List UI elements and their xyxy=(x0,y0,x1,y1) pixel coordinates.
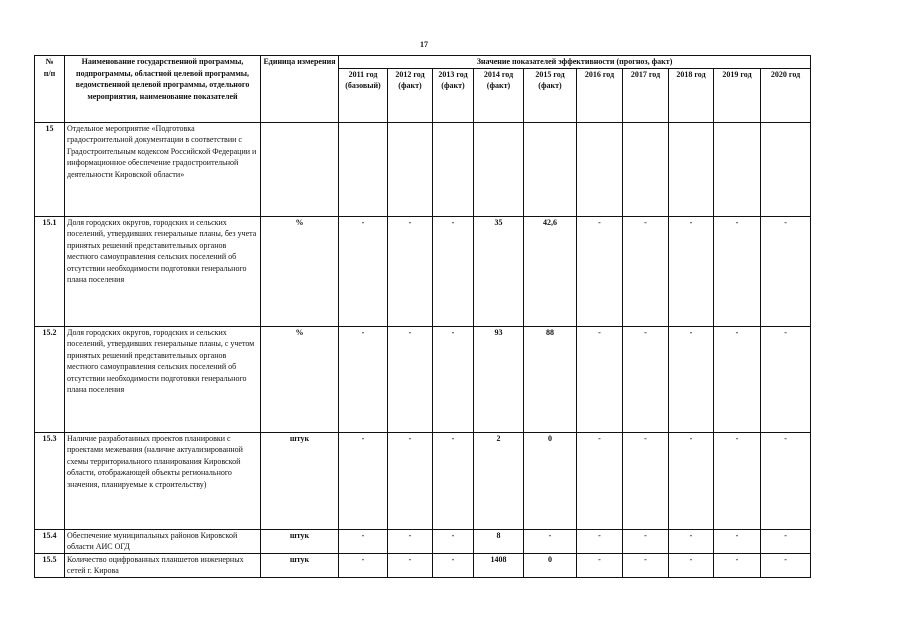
value-cell: - xyxy=(669,326,714,432)
value-cell: - xyxy=(433,529,474,553)
value-cell: - xyxy=(761,216,811,326)
value-cell: - xyxy=(669,216,714,326)
indicator-name: Отдельное мероприятие «Подготовка градостроительной документации в соответствии с Градостроительным кодексом Российской Федерации и информационное обеспечение градостроительной деятельности Кировской области» xyxy=(65,122,261,216)
value-cell: - xyxy=(339,432,388,529)
value-cell xyxy=(669,122,714,216)
value-cell: - xyxy=(524,529,577,553)
row-number: 15.4 xyxy=(35,529,65,553)
value-cell xyxy=(433,122,474,216)
value-cell: - xyxy=(714,529,761,553)
value-cell: - xyxy=(577,326,623,432)
table-row xyxy=(35,529,811,553)
value-cell: - xyxy=(433,553,474,577)
value-cell: - xyxy=(388,529,433,553)
value-cell: - xyxy=(669,553,714,577)
value-cell: - xyxy=(577,529,623,553)
value-cell: - xyxy=(577,553,623,577)
performance-indicators-table xyxy=(34,55,811,578)
table-row xyxy=(35,432,811,529)
header-year: 2014 год (факт) xyxy=(474,68,524,122)
unit-cell: штук xyxy=(261,529,339,553)
indicator-name: Обеспечение муниципальных районов Кировской области АИС ОГД xyxy=(65,529,261,553)
value-cell xyxy=(623,122,669,216)
value-cell xyxy=(339,122,388,216)
value-cell xyxy=(524,122,577,216)
unit-cell: штук xyxy=(261,432,339,529)
unit-cell: % xyxy=(261,326,339,432)
value-cell xyxy=(761,122,811,216)
value-cell: - xyxy=(714,432,761,529)
row-number: 15.3 xyxy=(35,432,65,529)
row-number: 15.5 xyxy=(35,553,65,577)
row-number: 15 xyxy=(35,122,65,216)
value-cell: - xyxy=(623,216,669,326)
row-number: 15.1 xyxy=(35,216,65,326)
unit-cell xyxy=(261,122,339,216)
value-cell: - xyxy=(761,326,811,432)
value-cell xyxy=(714,122,761,216)
value-cell: 0 xyxy=(524,432,577,529)
value-cell: - xyxy=(714,553,761,577)
value-cell: - xyxy=(669,432,714,529)
value-cell: - xyxy=(388,326,433,432)
unit-cell: штук xyxy=(261,553,339,577)
value-cell: - xyxy=(714,216,761,326)
value-cell: - xyxy=(433,216,474,326)
value-cell: - xyxy=(433,432,474,529)
row-number: 15.2 xyxy=(35,326,65,432)
indicator-name: Количество оцифрованных планшетов инженерных сетей г. Кирова xyxy=(65,553,261,577)
value-cell: - xyxy=(623,529,669,553)
header-num: № п/п xyxy=(35,56,65,123)
table-row xyxy=(35,553,811,577)
header-year: 2019 год xyxy=(714,68,761,122)
value-cell: 1408 xyxy=(474,553,524,577)
value-cell: - xyxy=(388,553,433,577)
value-cell: - xyxy=(339,216,388,326)
value-cell: - xyxy=(339,553,388,577)
table-row xyxy=(35,122,811,216)
header-year: 2012 год (факт) xyxy=(388,68,433,122)
header-year: 2011 год (базовый) xyxy=(339,68,388,122)
value-cell xyxy=(474,122,524,216)
table-row xyxy=(35,216,811,326)
value-cell: - xyxy=(761,432,811,529)
value-cell: 88 xyxy=(524,326,577,432)
value-cell: - xyxy=(761,553,811,577)
indicator-name: Доля городских округов, городских и сельских поселений, утвердивших генеральные планы, с учетом принятых решений представительных органов местного самоуправления сельских поселений об отсутствии необходимости подготовки генерального плана поселения xyxy=(65,326,261,432)
value-cell: - xyxy=(623,432,669,529)
page-number: 17 xyxy=(420,40,428,49)
header-name: Наименование государственной программы, подпрограммы, областной целевой программы, ведомственной целевой программы, отдельного мероприятия, наименование показателей xyxy=(65,56,261,123)
value-cell: - xyxy=(388,432,433,529)
value-cell xyxy=(388,122,433,216)
value-cell xyxy=(577,122,623,216)
header-year: 2015 год (факт) xyxy=(524,68,577,122)
value-cell: 2 xyxy=(474,432,524,529)
header-year: 2020 год xyxy=(761,68,811,122)
value-cell: 42,6 xyxy=(524,216,577,326)
value-cell: 8 xyxy=(474,529,524,553)
value-cell: - xyxy=(339,326,388,432)
header-year: 2013 год (факт) xyxy=(433,68,474,122)
unit-cell: % xyxy=(261,216,339,326)
value-cell: - xyxy=(714,326,761,432)
value-cell: - xyxy=(388,216,433,326)
value-cell: - xyxy=(623,553,669,577)
value-cell: - xyxy=(339,529,388,553)
value-cell: 93 xyxy=(474,326,524,432)
value-cell: - xyxy=(577,432,623,529)
value-cell: 0 xyxy=(524,553,577,577)
indicator-name: Доля городских округов, городских и сельских поселений, утвердивших генеральные планы, без учета принятых решений представительных органов местного самоуправления сельских поселений об отсутствии необходимости подготовки генерального плана поселения xyxy=(65,216,261,326)
header-unit: Единица измерения xyxy=(261,56,339,123)
indicator-name: Наличие разработанных проектов планировки с проектами межевания (наличие актуализированной схемы территориального планирования Кировской области, отображающей объекты регионального значения, планируемые к строительству) xyxy=(65,432,261,529)
value-cell: - xyxy=(761,529,811,553)
value-cell: - xyxy=(623,326,669,432)
header-year: 2016 год xyxy=(577,68,623,122)
header-values-group: Значение показателей эффективности (прогноз, факт) xyxy=(339,56,811,69)
value-cell: 35 xyxy=(474,216,524,326)
table-row xyxy=(35,326,811,432)
header-year: 2017 год xyxy=(623,68,669,122)
value-cell: - xyxy=(577,216,623,326)
value-cell: - xyxy=(669,529,714,553)
value-cell: - xyxy=(433,326,474,432)
header-year: 2018 год xyxy=(669,68,714,122)
